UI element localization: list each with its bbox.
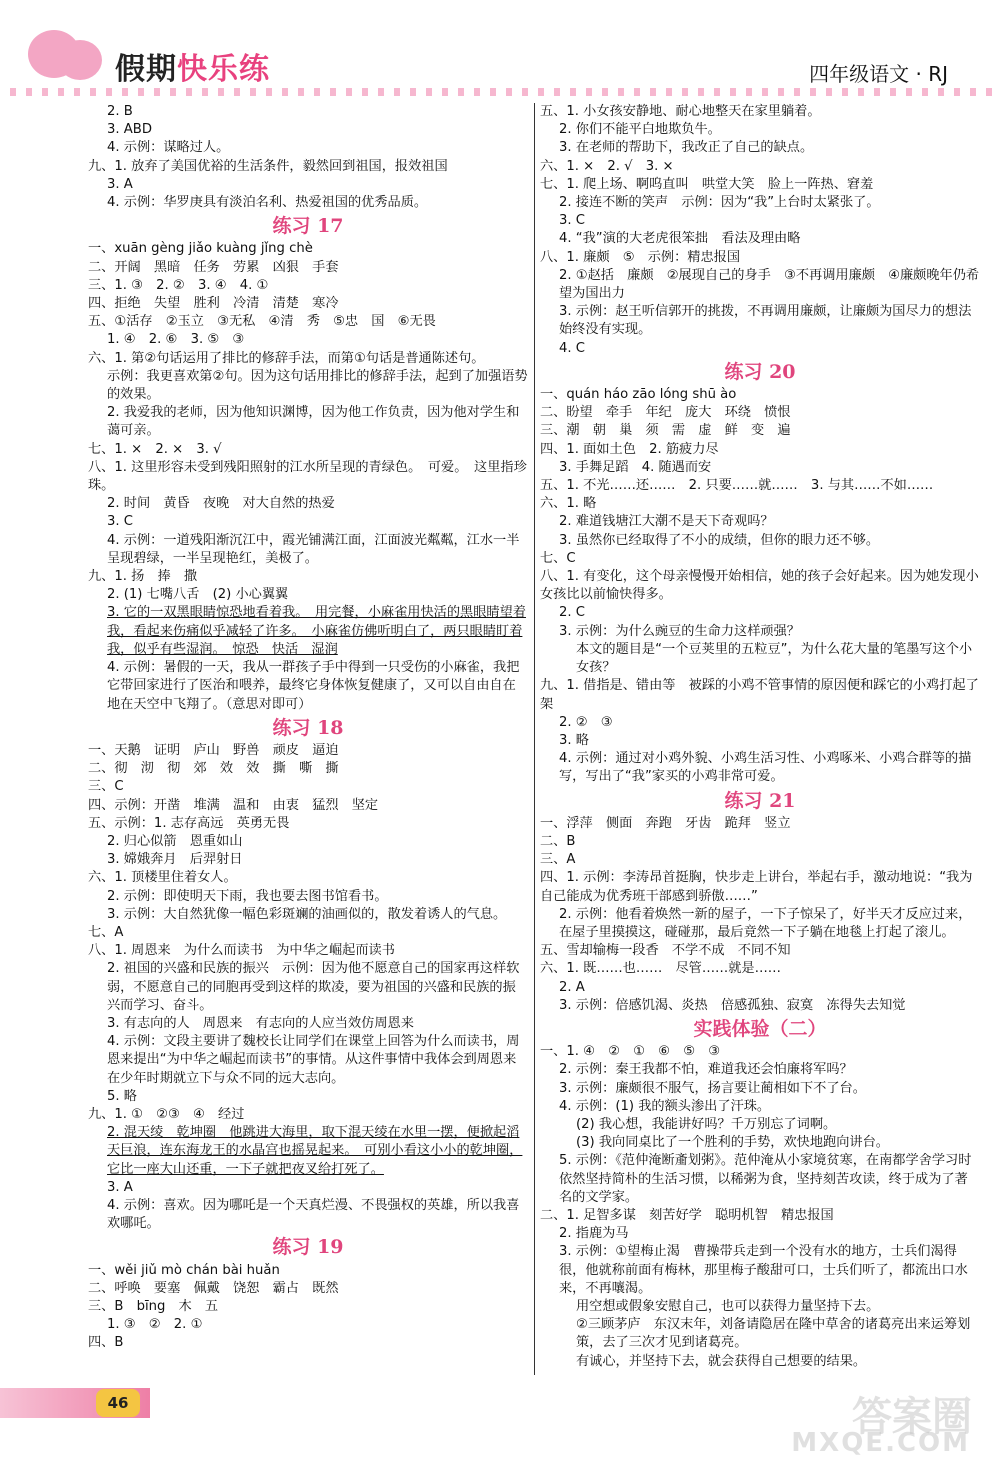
- answer-line: 本文的题目是“一个豆荚里的五粒豆”，为什么花大量的笔墨写这个小女孩？: [576, 641, 973, 676]
- answer-line: 3. A: [107, 176, 133, 192]
- right-column: [540, 103, 980, 1371]
- answer-line: 六、1. × 2. √ 3. ×: [540, 158, 674, 174]
- answer-line: 5. 示例：《范仲淹断齑划粥》。范仲淹从小家境贫寒，在南都学舍学习时依然坚持简朴的生活习惯，以稀粥为食，坚持刻苦攻读，终于成为了著名的文学家。: [559, 1153, 972, 1205]
- page-number: 46: [96, 1389, 140, 1417]
- answer-line: 三、B bīng 木 五: [88, 1299, 219, 1314]
- answer-line: 4. 示例：文段主要讲了魏校长让同学们在课堂上回答为什么而读书，周恩来提出“为中华之崛起而读书”的事情。从这件事情中我体会到周恩来在少年时期就立下与众不同的远大志向。: [107, 1034, 520, 1086]
- answer-line: 1. ④ 2. ⑥ 3. ⑤ ③: [107, 332, 245, 348]
- answer-line: 八、1. 廉颇 ⑤ 示例：精忠报国: [540, 249, 741, 265]
- answer-line: 示例：我更喜欢第②句。因为这句话用排比的修辞手法，起到了加强语势的效果。: [107, 368, 528, 403]
- answer-line: 六、1. 略: [540, 496, 597, 512]
- answer-line: 2. (1) 七嘴八舌 (2) 小心翼翼: [107, 587, 289, 603]
- answer-line: 四、1. 面如土色 2. 筋疲力尽: [540, 441, 719, 457]
- answer-line: 5. 略: [107, 1088, 137, 1104]
- section-title: 实践体验（二）: [693, 1017, 827, 1040]
- answer-line: 3. 有志向的人 周恩来 有志向的人应当效仿周恩来: [107, 1015, 414, 1031]
- answer-line: 4. 示例：通过对小鸡外貌、小鸡生活习性、小鸡啄米、小鸡合群等的描写，写出了“我”家买的小鸡非常可爱。: [559, 751, 972, 785]
- tree-decoration: [58, 40, 102, 80]
- answer-line: 4. 示例：华罗庚具有淡泊名利、热爱祖国的优秀品质。: [107, 195, 428, 211]
- answer-line: 三、C: [88, 779, 124, 795]
- answer-line: 3. 示例：倍感饥渴、炎热 倍感孤独、寂寞 冻得失去知觉: [559, 997, 906, 1013]
- answer-line: 一、浮萍 侧面 奔跑 牙齿 跪拜 竖立: [540, 815, 791, 831]
- left-column: [88, 103, 528, 1353]
- answer-line: ②三顾茅庐 东汉末年，刘备请隐居在隆中草舍的诸葛亮出来运筹划策，去了三次才见到诸葛亮。: [576, 1317, 971, 1351]
- answer-line: 一、wěi jiǔ mò chán bài huǎn: [88, 1262, 280, 1278]
- answer-line: 3. 示例：赵王听信郭开的挑拨，不再调用廉颇，让廉颇为国尽力的想法始终没有实现。: [559, 304, 972, 338]
- answer-line: 七、1. 爬上场、啊呜直叫 哄堂大笑 脸上一阵热、窘羞: [540, 176, 874, 192]
- answer-line: 4. 示例：暑假的一天，我从一群孩子手中得到一只受伤的小麻雀，我把它带回家进行了医治和喂养，最终它身体恢复健康了，又可以自由自在地在天空中飞翔了。（意思对即可）: [107, 660, 520, 712]
- answer-line: 3. 示例：①望梅止渴 曹操带兵走到一个没有水的地方，士兵们渴得很，他就称前面有梅林，那里梅子酸甜可口，士兵们听了，都流出口水来，不再嚷渴。: [559, 1244, 968, 1296]
- answer-line: 五、示例：1. 志存高远 英勇无畏: [88, 815, 290, 831]
- section-title: 练习 17: [272, 215, 344, 238]
- answer-line: 五、雪却输梅一段香 不学不成 不同不知: [540, 943, 791, 959]
- answer-line: 七、1. × 2. × 3. √: [88, 441, 222, 457]
- answer-line: 二、1. 足智多谋 刻苦好学 聪明机智 精忠报国: [540, 1207, 834, 1223]
- answer-line: 一、xuān gèng jiǎo kuàng jǐng chè: [88, 241, 313, 257]
- answer-line: 四、示例：开凿 堆满 温和 由衷 猛烈 坚定: [88, 797, 379, 813]
- answer-line: 一、天鹅 证明 庐山 野兽 顽皮 逼迫: [88, 742, 339, 758]
- answer-line: 3. 示例：廉颇很不服气，扬言要让蔺相如下不了台。: [559, 1080, 866, 1096]
- answer-line: 九、1. 放弃了美国优裕的生活条件，毅然回到祖国，报效祖国: [88, 158, 448, 174]
- answer-line: 2. 归心似箭 恩重如山: [107, 833, 243, 849]
- answer-line: 2. A: [559, 979, 585, 995]
- answer-line: 七、C: [540, 550, 576, 566]
- answer-line: 2. 示例：他看着焕然一新的屋子，一下子惊呆了，好半天才反应过来，在屋子里摸摸这，碰碰那，最后竟然一下子躺在地毯上打起了滚儿。: [559, 906, 972, 940]
- answer-line: 八、1. 周恩来 为什么而读书 为中华之崛起而读书: [88, 943, 395, 959]
- answer-line: 一、1. ④ ② ① ⑥ ⑤ ③: [540, 1044, 721, 1060]
- answer-line: 1. ③ ② 2. ①: [107, 1317, 203, 1333]
- answer-line: 4. C: [559, 340, 585, 356]
- section-title: 练习 20: [724, 360, 796, 383]
- answer-line: 2. 混天绫 乾坤圈 他跳进大海里，取下混天绫在水里一摆，便掀起滔天巨浪，连东海龙王的水晶宫也摇晃起来。 可别小看这小小的乾坤圈，它比一座大山还重，一下子就把夜叉给打死了。: [107, 1125, 523, 1177]
- answer-line: 四、1. 示例：李涛昂首挺胸，快步走上讲台，举起右手，激动地说：“我为自己能成为优秀班干部感到骄傲……”: [540, 870, 973, 904]
- section-title: 练习 18: [272, 716, 344, 739]
- answer-line: 3. A: [107, 1179, 133, 1195]
- answer-line: 3. C: [559, 213, 585, 229]
- answer-line: 2. 接连不断的笑声 示例：因为“我”上台时太紧张了。: [559, 195, 880, 211]
- answer-line: 2. ①赵括 廉颇 ②展现自己的身手 ③不再调用廉颇 ④廉颇晚年仍希望为国出力: [559, 267, 980, 302]
- section-title: 练习 21: [724, 789, 796, 812]
- answer-line: 2. C: [559, 605, 585, 621]
- answer-line: 二、B: [540, 833, 576, 849]
- answer-line: 3. C: [107, 514, 133, 530]
- answer-line: 六、1. 第②句话运用了排比的修辞手法，而第①句话是普通陈述句。: [88, 350, 485, 366]
- answer-line: (3) 我向同桌比了一个胜利的手势，欢快地跑向讲台。: [576, 1135, 889, 1151]
- answer-line: 3. 手舞足蹈 4. 随遇而安: [559, 459, 712, 475]
- answer-line: 九、1. 借指是、错由等 被踩的小鸡不管事情的原因便和踩它的小鸡打起了架: [540, 678, 979, 712]
- column-divider: [534, 103, 535, 1375]
- header-divider: [10, 88, 995, 96]
- answer-line: 六、1. 既……也…… 尽管……就是……: [540, 961, 781, 977]
- answer-line: 4. 示例：一道残阳渐沉江中，霞光铺满江面，江面波光粼粼，江水一半呈现碧绿，一半呈现艳红，美极了。: [107, 532, 520, 566]
- answer-line: 4. 示例：喜欢。因为哪吒是一个天真烂漫、不畏强权的英雄，所以我喜欢哪吒。: [107, 1197, 520, 1232]
- section-title: 练习 19: [272, 1236, 344, 1259]
- answer-line: 三、潮 朝 巢 须 需 虚 鲜 变 遍: [540, 423, 791, 439]
- answer-line: 有诚心，并坚持下去，就会获得自己想要的结果。: [576, 1353, 867, 1369]
- answer-line: 2. 你们不能平白地欺负牛。: [559, 122, 721, 138]
- answer-line: 3. 嫦娥奔月 后羿射日: [107, 852, 243, 868]
- brand-logo: 假期快乐练: [115, 52, 270, 87]
- answer-line: 四、拒绝 失望 胜利 冷清 清楚 寒冷: [88, 296, 339, 312]
- answer-line: 用空想或假象安慰自己，也可以获得力量坚持下去。: [576, 1299, 880, 1314]
- answer-line: 五、1. 小女孩安静地、耐心地整天在家里躺着。: [540, 104, 821, 119]
- answer-line: 2. B: [107, 104, 133, 119]
- page-header: [0, 0, 1000, 100]
- answer-line: 八、1. 有变化，这个母亲慢慢开始相信，她的孩子会好起来。因为她发现小女孩比以前愉快得多。: [540, 569, 979, 603]
- answer-line: 3. 虽然你已经取得了不小的成绩，但你的眼力还不够。: [559, 532, 880, 548]
- answer-line: 二、开阔 黑暗 任务 劳累 凶狠 手套: [88, 259, 339, 275]
- watermark-url: MXQE.COM: [791, 1428, 970, 1458]
- answer-line: 六、1. 顶楼里住着女人。: [88, 870, 237, 886]
- answer-line: (2) 我心想，我能讲好吗？千万别忘了词啊。: [576, 1116, 837, 1132]
- answer-line: 2. 祖国的兴盛和民族的振兴 示例：因为他不愿意自己的国家再这样软弱，不愿意自己的同胞再受到这样的欺凌，要为祖国的兴盛和民族的振兴而学习、奋斗。: [107, 961, 520, 1013]
- answer-line: 3. ABD: [107, 122, 152, 138]
- answer-line: 2. 指鹿为马: [559, 1226, 629, 1242]
- answer-line: 3. 它的一双黑眼睛惊恐地看着我。 用完餐，小麻雀用快活的黑眼睛望着我，看起来伤痛似乎减轻了许多。 小麻雀仿佛听明白了，两只眼睛盯着我，似乎有些湿润。 惊恐 快活 湿润: [107, 605, 526, 657]
- answer-line: 2. 我爱我的老师，因为他知识渊博，因为他工作负责，因为他对学生和蔼可亲。: [107, 405, 520, 439]
- answer-line: 二、呼唤 要塞 佩戴 饶恕 霸占 既然: [88, 1280, 339, 1296]
- answer-line: 五、①活存 ②玉立 ③无私 ④清 秀 ⑤忠 国 ⑥无畏: [88, 314, 436, 330]
- answer-line: 3. 示例：为什么豌豆的生命力这样顽强？: [559, 623, 800, 639]
- answer-line: 八、1. 这里形容未受到残阳照射的江水所呈现的青绿色。 可爱。 这里指珍珠。: [88, 459, 527, 494]
- answer-line: 三、1. ③ 2. ② 3. ④ 4. ①: [88, 277, 269, 293]
- answer-line: 一、quán háo zāo lóng shū ào: [540, 387, 737, 403]
- answer-line: 3. 示例：大自然犹像一幅色彩斑斓的油画似的，散发着诱人的气息。: [107, 906, 507, 922]
- answer-line: 二、盼望 牵手 年纪 庞大 环绕 愤恨: [540, 405, 791, 421]
- subject-label: 四年级语文 · RJ: [809, 62, 948, 86]
- answer-line: 九、1. 扬 捧 撒: [88, 569, 198, 585]
- answer-line: 九、1. ① ②③ ④ 经过: [88, 1106, 245, 1122]
- answer-line: 4. 示例：谋略过人。: [107, 140, 230, 156]
- answer-line: 五、1. 不光……还…… 2. 只要……就…… 3. 与其……不如……: [540, 478, 934, 494]
- answer-line: 2. 示例：即使明天下雨，我也要去图书馆看书。: [107, 888, 388, 904]
- answer-line: 七、A: [88, 924, 124, 940]
- answer-line: 4. “我”演的大老虎很笨拙 看法及理由略: [559, 231, 801, 247]
- answer-line: 三、A: [540, 852, 576, 868]
- answer-line: 2. 示例：秦王我都不怕，难道我还会怕廉将军吗？: [559, 1062, 853, 1078]
- answer-line: 2. 时间 黄昏 夜晚 对大自然的热爱: [107, 496, 335, 512]
- answer-line: 2. 难道钱塘江大潮不是天下奇观吗？: [559, 514, 774, 530]
- watermark: 答案圈: [852, 1394, 972, 1440]
- answer-line: 二、彻 沏 彻 郊 效 效 撕 嘶 撕: [88, 761, 339, 777]
- answer-line: 4. 示例：(1) 我的额头渗出了汗珠。: [559, 1098, 771, 1114]
- answer-line: 3. 在老师的帮助下，我改正了自己的缺点。: [559, 140, 814, 156]
- answer-line: 2. ② ③: [559, 714, 613, 730]
- answer-line: 四、B: [88, 1335, 124, 1351]
- answer-line: 3. 略: [559, 732, 589, 748]
